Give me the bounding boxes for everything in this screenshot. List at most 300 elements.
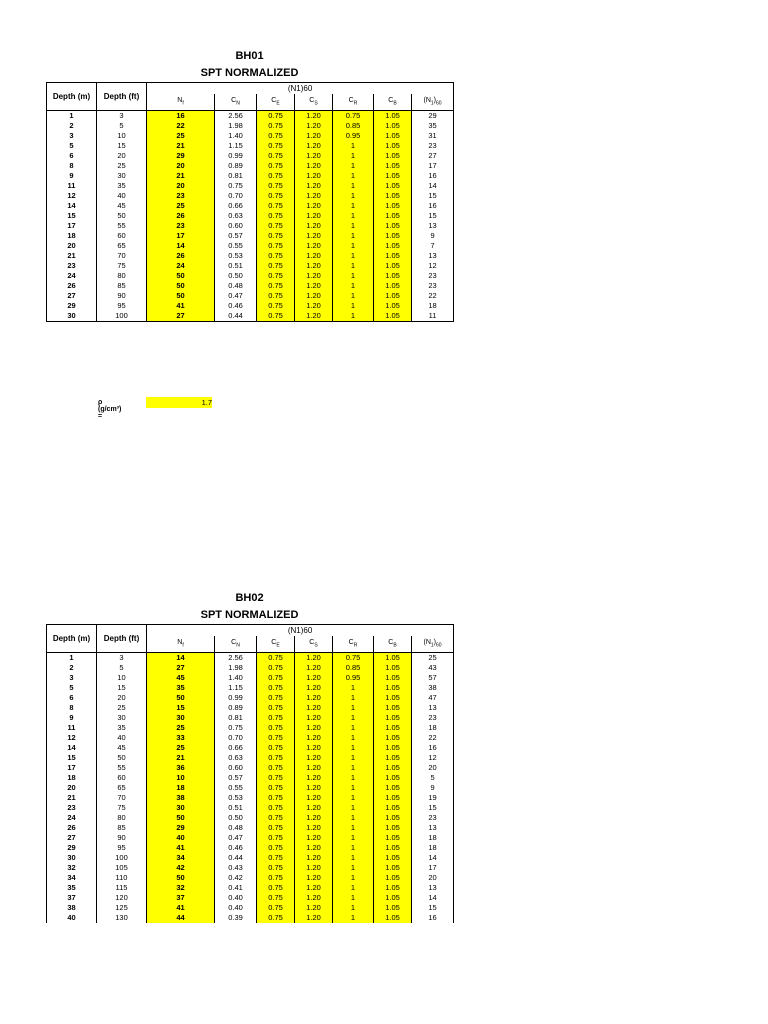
cell-n160: 23 xyxy=(412,713,454,723)
cell-depth-ft: 90 xyxy=(97,833,147,843)
cell-ce: 0.75 xyxy=(257,241,295,251)
cell-cr: 1 xyxy=(333,241,374,251)
cell-cb: 1.05 xyxy=(374,713,412,723)
cell-depth-m: 26 xyxy=(47,823,97,833)
table-row xyxy=(47,783,454,793)
table-row xyxy=(47,693,454,703)
cell-cn: 0.39 xyxy=(215,913,257,923)
table-row xyxy=(47,863,454,873)
cell-depth-ft: 10 xyxy=(97,131,147,141)
table-row xyxy=(47,251,454,261)
cell-cn: 0.50 xyxy=(215,271,257,281)
cell-cs: 1.20 xyxy=(295,703,333,713)
cell-cn: 1.98 xyxy=(215,663,257,673)
density-label: ρ (g/cm³) = xyxy=(98,399,122,420)
cell-depth-m: 11 xyxy=(47,723,97,733)
table-row xyxy=(47,843,454,853)
cell-cr: 1 xyxy=(333,231,374,241)
cell-cs: 1.20 xyxy=(295,693,333,703)
cell-ce: 0.75 xyxy=(257,291,295,301)
cell-cr: 1 xyxy=(333,753,374,763)
cell-cr: 1 xyxy=(333,141,374,151)
table-row xyxy=(47,913,454,923)
cell-n160: 14 xyxy=(412,181,454,191)
cell-nf: 29 xyxy=(147,151,215,161)
table-row xyxy=(47,903,454,913)
cell-cn: 0.48 xyxy=(215,281,257,291)
table-row xyxy=(47,221,454,231)
cell-cb: 1.05 xyxy=(374,803,412,813)
cell-nf: 35 xyxy=(147,683,215,693)
cell-cb: 1.05 xyxy=(374,913,412,923)
cell-cn: 0.60 xyxy=(215,221,257,231)
cell-cr: 1 xyxy=(333,151,374,161)
cell-ce: 0.75 xyxy=(257,301,295,311)
cell-ce: 0.75 xyxy=(257,893,295,903)
cell-ce: 0.75 xyxy=(257,723,295,733)
cell-cb: 1.05 xyxy=(374,251,412,261)
cell-depth-m: 23 xyxy=(47,261,97,271)
cell-depth-ft: 5 xyxy=(97,121,147,131)
cell-depth-m: 21 xyxy=(47,251,97,261)
cell-cn: 0.53 xyxy=(215,793,257,803)
cell-cs: 1.20 xyxy=(295,873,333,883)
cell-cr: 1 xyxy=(333,803,374,813)
cell-cb: 1.05 xyxy=(374,813,412,823)
cell-cb: 1.05 xyxy=(374,111,412,122)
cell-cs: 1.20 xyxy=(295,161,333,171)
cell-ce: 0.75 xyxy=(257,191,295,201)
cell-cb: 1.05 xyxy=(374,311,412,322)
cell-n160: 27 xyxy=(412,151,454,161)
cell-depth-ft: 70 xyxy=(97,793,147,803)
cell-cn: 0.47 xyxy=(215,833,257,843)
cell-depth-m: 18 xyxy=(47,231,97,241)
cell-ce: 0.75 xyxy=(257,221,295,231)
cell-depth-ft: 45 xyxy=(97,201,147,211)
cell-depth-m: 1 xyxy=(47,111,97,122)
cell-depth-m: 6 xyxy=(47,151,97,161)
cell-depth-m: 18 xyxy=(47,773,97,783)
cell-nf: 20 xyxy=(147,161,215,171)
cell-cr: 1 xyxy=(333,843,374,853)
cell-cs: 1.20 xyxy=(295,683,333,693)
cell-depth-m: 14 xyxy=(47,743,97,753)
cell-ce: 0.75 xyxy=(257,211,295,221)
cell-depth-ft: 120 xyxy=(97,893,147,903)
cell-ce: 0.75 xyxy=(257,713,295,723)
table-row xyxy=(47,743,454,753)
cell-ce: 0.75 xyxy=(257,863,295,873)
table-row xyxy=(47,893,454,903)
cell-cb: 1.05 xyxy=(374,191,412,201)
cell-cb: 1.05 xyxy=(374,743,412,753)
cell-cb: 1.05 xyxy=(374,151,412,161)
cell-cr: 1 xyxy=(333,793,374,803)
cell-depth-ft: 80 xyxy=(97,813,147,823)
cell-cn: 2.56 xyxy=(215,653,257,664)
cell-depth-m: 29 xyxy=(47,843,97,853)
cell-cs: 1.20 xyxy=(295,181,333,191)
cell-cr: 1 xyxy=(333,733,374,743)
cell-depth-ft: 40 xyxy=(97,733,147,743)
table-row xyxy=(47,873,454,883)
table-row xyxy=(47,713,454,723)
cell-n160: 17 xyxy=(412,863,454,873)
cell-cb: 1.05 xyxy=(374,903,412,913)
cell-ce: 0.75 xyxy=(257,231,295,241)
cell-cn: 0.53 xyxy=(215,251,257,261)
cell-cs: 1.20 xyxy=(295,773,333,783)
cell-cr: 1 xyxy=(333,773,374,783)
cell-nf: 50 xyxy=(147,873,215,883)
cell-n160: 57 xyxy=(412,673,454,683)
cell-nf: 45 xyxy=(147,673,215,683)
cell-depth-ft: 130 xyxy=(97,913,147,923)
cell-cn: 0.66 xyxy=(215,743,257,753)
table-row xyxy=(47,141,454,151)
table-row xyxy=(47,301,454,311)
cell-depth-ft: 95 xyxy=(97,843,147,853)
cell-cb: 1.05 xyxy=(374,723,412,733)
cell-depth-ft: 90 xyxy=(97,291,147,301)
cell-cb: 1.05 xyxy=(374,753,412,763)
cell-nf: 25 xyxy=(147,723,215,733)
cell-cb: 1.05 xyxy=(374,893,412,903)
cell-cr: 1 xyxy=(333,683,374,693)
cell-nf: 30 xyxy=(147,803,215,813)
cell-cr: 1 xyxy=(333,903,374,913)
cell-cr: 1 xyxy=(333,853,374,863)
sheet-title: BH02 xyxy=(235,592,264,604)
cell-ce: 0.75 xyxy=(257,793,295,803)
cell-depth-ft: 65 xyxy=(97,241,147,251)
table-row xyxy=(47,201,454,211)
header-cb: $C_B$ xyxy=(374,94,412,111)
cell-cr: 1 xyxy=(333,693,374,703)
cell-n160: 16 xyxy=(412,171,454,181)
cell-cr: 1 xyxy=(333,883,374,893)
cell-cr: 0.75 xyxy=(333,653,374,664)
cell-cn: 0.55 xyxy=(215,783,257,793)
cell-n160: 15 xyxy=(412,191,454,201)
cell-depth-m: 1 xyxy=(47,653,97,664)
cell-cs: 1.20 xyxy=(295,673,333,683)
cell-cs: 1.20 xyxy=(295,301,333,311)
cell-n160: 20 xyxy=(412,873,454,883)
table-row xyxy=(47,241,454,251)
cell-ce: 0.75 xyxy=(257,743,295,753)
cell-n160: 12 xyxy=(412,261,454,271)
cell-cr: 1 xyxy=(333,783,374,793)
cell-ce: 0.75 xyxy=(257,141,295,151)
cell-cn: 0.89 xyxy=(215,703,257,713)
cell-n160: 7 xyxy=(412,241,454,251)
cell-nf: 36 xyxy=(147,763,215,773)
cell-cr: 1 xyxy=(333,281,374,291)
cell-depth-ft: 110 xyxy=(97,873,147,883)
cell-nf: 14 xyxy=(147,653,215,664)
cell-cs: 1.20 xyxy=(295,723,333,733)
cell-depth-m: 40 xyxy=(47,913,97,923)
cell-depth-ft: 3 xyxy=(97,111,147,122)
cell-nf: 16 xyxy=(147,111,215,122)
cell-depth-m: 27 xyxy=(47,833,97,843)
cell-nf: 50 xyxy=(147,813,215,823)
cell-cb: 1.05 xyxy=(374,291,412,301)
cell-depth-ft: 25 xyxy=(97,161,147,171)
cell-cn: 0.50 xyxy=(215,813,257,823)
cell-cr: 1 xyxy=(333,261,374,271)
table-row xyxy=(47,653,454,664)
table-row xyxy=(47,261,454,271)
cell-n160: 15 xyxy=(412,803,454,813)
table-row xyxy=(47,803,454,813)
cell-cs: 1.20 xyxy=(295,883,333,893)
cell-cn: 0.70 xyxy=(215,733,257,743)
cell-nf: 23 xyxy=(147,191,215,201)
cell-cb: 1.05 xyxy=(374,863,412,873)
cell-cs: 1.20 xyxy=(295,783,333,793)
cell-ce: 0.75 xyxy=(257,151,295,161)
cell-nf: 41 xyxy=(147,301,215,311)
cell-ce: 0.75 xyxy=(257,843,295,853)
cell-n160: 31 xyxy=(412,131,454,141)
cell-nf: 32 xyxy=(147,883,215,893)
cell-cn: 0.46 xyxy=(215,301,257,311)
cell-depth-ft: 30 xyxy=(97,713,147,723)
cell-cs: 1.20 xyxy=(295,743,333,753)
cell-depth-ft: 20 xyxy=(97,693,147,703)
cell-depth-m: 9 xyxy=(47,713,97,723)
table-row xyxy=(47,853,454,863)
cell-nf: 26 xyxy=(147,211,215,221)
header-depth-ft: Depth (ft) xyxy=(97,83,147,111)
cell-ce: 0.75 xyxy=(257,773,295,783)
cell-nf: 33 xyxy=(147,733,215,743)
cell-nf: 20 xyxy=(147,181,215,191)
cell-cb: 1.05 xyxy=(374,703,412,713)
table-row xyxy=(47,281,454,291)
cell-depth-m: 9 xyxy=(47,171,97,181)
cell-cn: 0.66 xyxy=(215,201,257,211)
cell-cs: 1.20 xyxy=(295,141,333,151)
cell-nf: 27 xyxy=(147,663,215,673)
cell-n160: 22 xyxy=(412,733,454,743)
cell-ce: 0.75 xyxy=(257,653,295,664)
cell-cn: 0.70 xyxy=(215,191,257,201)
spt-table-bh02 xyxy=(46,624,454,923)
cell-cn: 0.57 xyxy=(215,773,257,783)
table-row xyxy=(47,733,454,743)
cell-n160: 16 xyxy=(412,743,454,753)
cell-cb: 1.05 xyxy=(374,653,412,664)
table-row xyxy=(47,773,454,783)
table-row xyxy=(47,231,454,241)
cell-n160: 13 xyxy=(412,823,454,833)
cell-cb: 1.05 xyxy=(374,763,412,773)
cell-cb: 1.05 xyxy=(374,853,412,863)
cell-depth-m: 24 xyxy=(47,271,97,281)
cell-nf: 15 xyxy=(147,703,215,713)
cell-n160: 23 xyxy=(412,281,454,291)
header-cs: $C_S$ xyxy=(295,94,333,111)
header-n160: $(N_1)_{60}$ xyxy=(412,636,454,653)
cell-cs: 1.20 xyxy=(295,733,333,743)
cell-depth-m: 20 xyxy=(47,783,97,793)
cell-depth-m: 14 xyxy=(47,201,97,211)
cell-cr: 1 xyxy=(333,201,374,211)
header-n160: $(N_1)_{60}$ xyxy=(412,94,454,111)
cell-depth-ft: 125 xyxy=(97,903,147,913)
table-row xyxy=(47,823,454,833)
cell-ce: 0.75 xyxy=(257,111,295,122)
cell-nf: 29 xyxy=(147,823,215,833)
header-n160-group: (N1)60 xyxy=(147,625,454,637)
cell-nf: 27 xyxy=(147,311,215,322)
cell-nf: 50 xyxy=(147,291,215,301)
cell-cb: 1.05 xyxy=(374,301,412,311)
cell-ce: 0.75 xyxy=(257,693,295,703)
cell-depth-m: 30 xyxy=(47,853,97,863)
cell-cb: 1.05 xyxy=(374,221,412,231)
cell-cn: 0.99 xyxy=(215,151,257,161)
cell-cs: 1.20 xyxy=(295,893,333,903)
cell-cb: 1.05 xyxy=(374,181,412,191)
cell-n160: 17 xyxy=(412,161,454,171)
cell-cb: 1.05 xyxy=(374,683,412,693)
cell-ce: 0.75 xyxy=(257,683,295,693)
cell-cn: 0.75 xyxy=(215,181,257,191)
cell-cn: 0.89 xyxy=(215,161,257,171)
cell-cs: 1.20 xyxy=(295,281,333,291)
cell-cb: 1.05 xyxy=(374,121,412,131)
cell-n160: 23 xyxy=(412,271,454,281)
cell-cs: 1.20 xyxy=(295,251,333,261)
cell-cb: 1.05 xyxy=(374,241,412,251)
header-cr: $C_R$ xyxy=(333,94,374,111)
cell-cr: 1 xyxy=(333,191,374,201)
cell-cr: 1 xyxy=(333,291,374,301)
cell-n160: 16 xyxy=(412,913,454,923)
table-row xyxy=(47,793,454,803)
table-row xyxy=(47,763,454,773)
cell-cn: 0.44 xyxy=(215,311,257,322)
cell-cs: 1.20 xyxy=(295,131,333,141)
cell-nf: 21 xyxy=(147,171,215,181)
cell-n160: 9 xyxy=(412,231,454,241)
cell-nf: 30 xyxy=(147,713,215,723)
cell-cs: 1.20 xyxy=(295,271,333,281)
table-row xyxy=(47,191,454,201)
cell-cr: 1 xyxy=(333,863,374,873)
cell-nf: 26 xyxy=(147,251,215,261)
cell-depth-m: 2 xyxy=(47,121,97,131)
cell-depth-ft: 65 xyxy=(97,783,147,793)
cell-cb: 1.05 xyxy=(374,673,412,683)
cell-cn: 0.40 xyxy=(215,903,257,913)
cell-ce: 0.75 xyxy=(257,271,295,281)
table-row xyxy=(47,311,454,322)
cell-depth-m: 11 xyxy=(47,181,97,191)
cell-nf: 41 xyxy=(147,843,215,853)
cell-nf: 50 xyxy=(147,693,215,703)
cell-depth-m: 24 xyxy=(47,813,97,823)
cell-depth-m: 3 xyxy=(47,131,97,141)
table-row xyxy=(47,111,454,122)
cell-cn: 1.98 xyxy=(215,121,257,131)
cell-cn: 0.41 xyxy=(215,883,257,893)
table-row xyxy=(47,813,454,823)
cell-cb: 1.05 xyxy=(374,271,412,281)
cell-depth-m: 29 xyxy=(47,301,97,311)
cell-n160: 25 xyxy=(412,653,454,664)
cell-cn: 0.60 xyxy=(215,763,257,773)
cell-depth-ft: 80 xyxy=(97,271,147,281)
cell-n160: 9 xyxy=(412,783,454,793)
cell-cr: 1 xyxy=(333,221,374,231)
cell-nf: 21 xyxy=(147,753,215,763)
cell-cs: 1.20 xyxy=(295,753,333,763)
cell-depth-m: 35 xyxy=(47,883,97,893)
cell-cn: 0.46 xyxy=(215,843,257,853)
cell-cb: 1.05 xyxy=(374,833,412,843)
cell-depth-ft: 95 xyxy=(97,301,147,311)
density-value: 1.7 xyxy=(146,397,212,408)
cell-cb: 1.05 xyxy=(374,843,412,853)
cell-depth-ft: 105 xyxy=(97,863,147,873)
cell-cb: 1.05 xyxy=(374,141,412,151)
cell-n160: 13 xyxy=(412,883,454,893)
cell-depth-ft: 50 xyxy=(97,211,147,221)
cell-ce: 0.75 xyxy=(257,803,295,813)
cell-ce: 0.75 xyxy=(257,873,295,883)
cell-ce: 0.75 xyxy=(257,181,295,191)
cell-cs: 1.20 xyxy=(295,833,333,843)
cell-cs: 1.20 xyxy=(295,713,333,723)
cell-cn: 0.40 xyxy=(215,893,257,903)
spt-table-bh01 xyxy=(46,82,454,322)
cell-ce: 0.75 xyxy=(257,201,295,211)
cell-cb: 1.05 xyxy=(374,231,412,241)
cell-n160: 22 xyxy=(412,291,454,301)
table-row xyxy=(47,211,454,221)
cell-nf: 17 xyxy=(147,231,215,241)
cell-ce: 0.75 xyxy=(257,703,295,713)
cell-cb: 1.05 xyxy=(374,873,412,883)
cell-cb: 1.05 xyxy=(374,201,412,211)
cell-ce: 0.75 xyxy=(257,833,295,843)
cell-cr: 1 xyxy=(333,743,374,753)
sheet-subtitle: SPT NORMALIZED xyxy=(200,67,299,79)
cell-depth-ft: 75 xyxy=(97,261,147,271)
table-row xyxy=(47,833,454,843)
cell-ce: 0.75 xyxy=(257,913,295,923)
cell-cr: 0.85 xyxy=(333,121,374,131)
cell-n160: 47 xyxy=(412,693,454,703)
cell-ce: 0.75 xyxy=(257,763,295,773)
cell-cs: 1.20 xyxy=(295,121,333,131)
cell-n160: 20 xyxy=(412,763,454,773)
cell-n160: 14 xyxy=(412,893,454,903)
cell-cs: 1.20 xyxy=(295,763,333,773)
cell-n160: 18 xyxy=(412,301,454,311)
cell-cr: 1 xyxy=(333,311,374,322)
cell-cn: 0.57 xyxy=(215,231,257,241)
header-cs: $C_S$ xyxy=(295,636,333,653)
cell-n160: 29 xyxy=(412,111,454,122)
cell-depth-ft: 5 xyxy=(97,663,147,673)
